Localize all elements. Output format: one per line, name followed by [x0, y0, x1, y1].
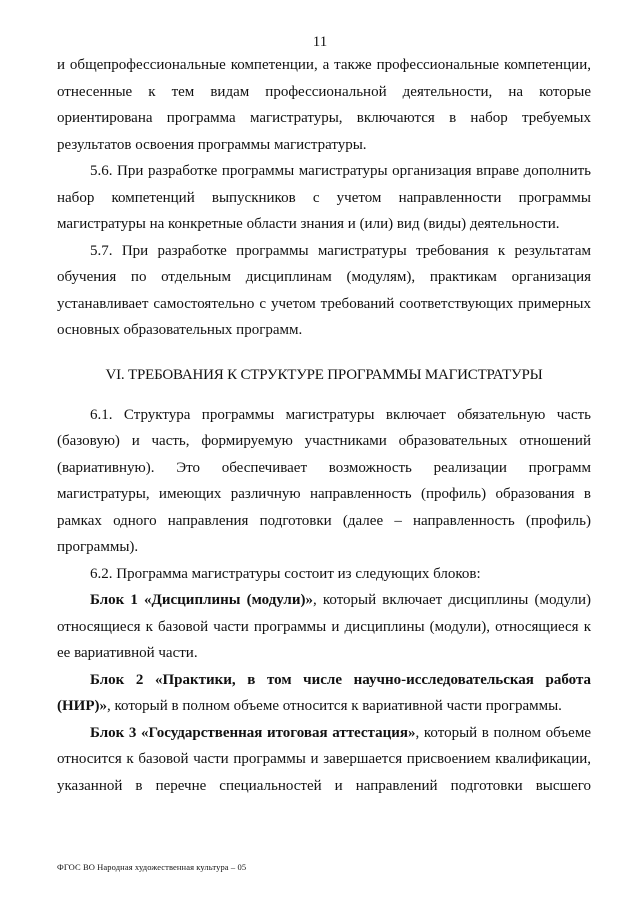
block-1-title: Блок 1 «Дисциплины (модули)» — [90, 592, 313, 608]
paragraph-6-2: 6.2. Программа магистратуры состоит из следующих блоков: — [90, 565, 481, 582]
section-heading: VI. ТРЕБОВАНИЯ К СТРУКТУРЕ ПРОГРАММЫ МАГИСТРАТУРЫ — [105, 366, 543, 383]
block-1-paragraph — [57, 587, 591, 667]
paragraph-continuation: и общепрофессиональные компетенции, а также профессиональные компетенции, отнесенные к тем видам профессиональной деятельности, на которые ориентирована программа магистратуры, включаются в набор требуемых результатов освоения программы магистратуры. — [57, 57, 591, 153]
block-3-title: Блок 3 «Государственная итоговая аттестация» — [90, 724, 416, 741]
paragraph-6-1: 6.1. Структура программы магистратуры включает обязательную часть (базовую) и часть, формируемую участниками образовательных отношений (вариативную). Это обеспечивает возможность реализации программ магистратуры, имеющих различную направленность (профиль) образования в рамках одного направления подготовки (далее – направленность (профиль) программы). — [57, 406, 591, 555]
block-3-paragraph — [57, 720, 591, 800]
block-2-title: Блок 2 «Практики, в том числе научно-исследовательская работа (НИР)» — [57, 671, 591, 714]
block-2-text: , который в полном объеме относится к вариативной части программы. — [107, 698, 562, 714]
block-1-text: , который включает дисциплины (модули) относящиеся к базовой части программы и дисциплины (модули), относящиеся к ее вариативной части. — [57, 592, 592, 661]
block-2-paragraph — [57, 667, 591, 720]
page-number: 11 — [312, 34, 328, 50]
paragraph-5-7: 5.7. При разработке программы магистратуры требования к результатам обучения по отдельным дисциплинам (модулям), практикам организация устанавливает самостоятельно с учетом требований соответствующих примерных основных образовательных программ. — [57, 242, 591, 338]
document-body — [57, 52, 591, 799]
block-3-text: , который в полном объеме относится к базовой части программы и завершается присвоением квалификации, указанной в перечне специальностей и направлений подготовки высшего — [57, 724, 591, 794]
paragraph-5-6: 5.6. При разработке программы магистратуры организация вправе дополнить набор компетенций выпускников с учетом направленности программы магистратуры на конкретные области знания и (или) вид (виды) деятельности. — [57, 163, 591, 232]
document-footer: ФГОС ВО Народная художественная культура – 05 — [57, 862, 247, 872]
